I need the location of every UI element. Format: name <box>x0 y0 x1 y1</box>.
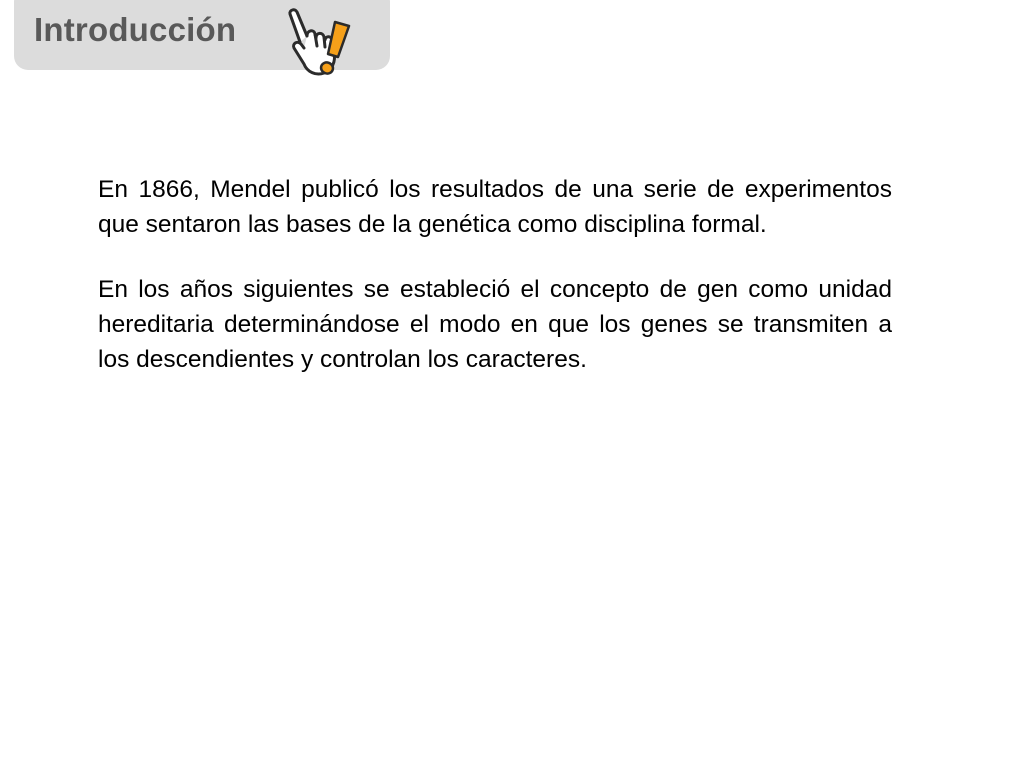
body-paragraph: En 1866, Mendel publicó los resultados de una serie de experimentos que sentaron las bases de la genética como disciplina formal. <box>98 176 892 238</box>
body-paragraph: En los años siguientes se estableció el concepto de gen como unidad hereditaria determinándose el modo en que los genes se transmiten a los descendientes y controlan los caracteres. <box>98 276 892 373</box>
hand-pointer-exclamation-icon <box>280 2 362 84</box>
slide-title: Introducción <box>34 11 237 48</box>
slide-body <box>98 172 892 407</box>
